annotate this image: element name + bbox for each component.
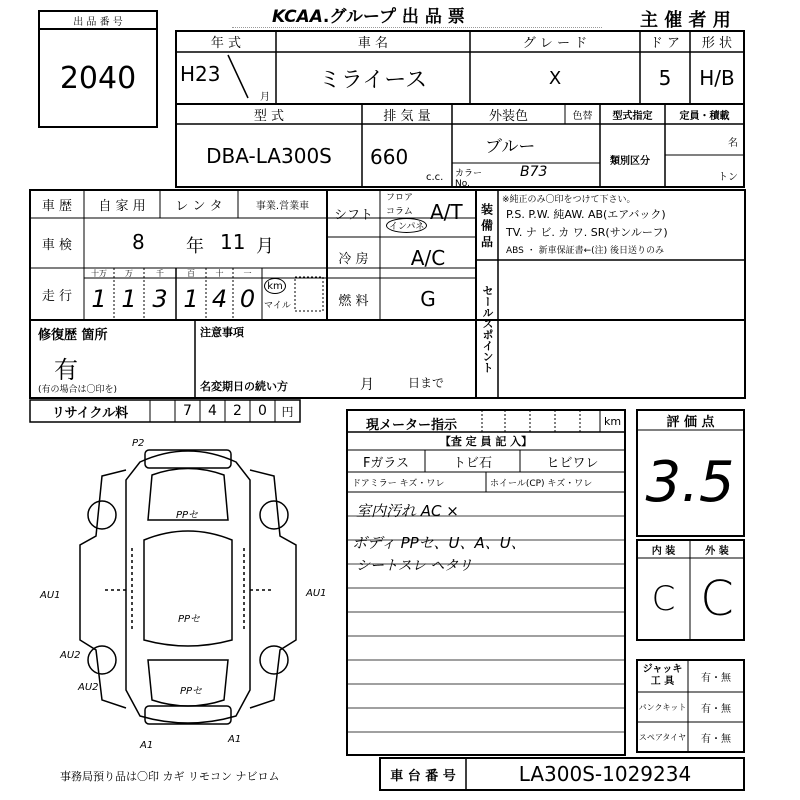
recycle-digit: 7: [183, 403, 192, 419]
damage-label: P2: [132, 438, 145, 449]
mileage-digit: 0: [239, 285, 256, 313]
color-no-label: カラー No.: [455, 169, 483, 189]
recycle-digit: 2: [233, 403, 242, 419]
mileage-digit: 1: [121, 285, 137, 313]
shift-column: コラム: [386, 207, 413, 217]
body-label: 形 状: [701, 36, 733, 51]
chassis-label: 車 台 番 号: [390, 768, 456, 784]
grade-value: X: [548, 67, 562, 89]
capacity-label: 定員・積載: [679, 110, 730, 122]
grade-label: グ レ ー ド: [522, 36, 588, 51]
recycle-label: リサイクル料: [51, 405, 129, 421]
meter-unit: km: [603, 414, 622, 428]
puncture-value: 有・無: [701, 703, 731, 715]
body-value: H/B: [699, 66, 735, 90]
deadline-day: 日まで: [408, 376, 445, 390]
chassis-value: LA300S-1029234: [518, 762, 692, 786]
mileage-digit: 1: [183, 285, 199, 313]
score-value: 3.5: [645, 449, 735, 515]
mileage-label: 走 行: [41, 288, 73, 304]
digit-header: 十万: [91, 269, 107, 278]
shaken-month-unit: 月: [256, 236, 274, 257]
repair-note: (有の場合は〇印を): [38, 385, 118, 395]
mileage-digit-headers: [84, 268, 262, 278]
office-note: 事務局預り品は〇印 カギ リモコン ナビロム: [60, 770, 280, 783]
exterior-label: 外 装: [705, 545, 729, 557]
shift-floor: フロア: [386, 193, 414, 203]
mile-label: マイル: [264, 301, 291, 311]
lot-number-value: 2040: [59, 60, 137, 96]
fuel-label: 燃 料: [338, 293, 369, 309]
organizer-label: 主 催 者 用: [640, 10, 731, 31]
km-label: km: [264, 278, 286, 294]
color-change-label: 色替: [572, 110, 593, 122]
windshield-label: Fガラス: [362, 455, 410, 471]
digit-header: 一: [243, 269, 252, 278]
notice-label: 注意事項: [200, 326, 244, 339]
title-text: .グループ 出 品 票: [322, 7, 465, 27]
recycle-digits: [150, 400, 275, 422]
damage-label: PPセ: [180, 686, 203, 697]
score-label: 評 価 点: [666, 414, 715, 430]
door-value: 5: [658, 66, 672, 90]
inspector-note-2: ボディ PPセ、U、A、U、: [352, 534, 526, 552]
recycle-unit: 円: [281, 404, 294, 419]
damage-label: AU2: [78, 682, 99, 693]
class-label: 類別区分: [610, 156, 650, 167]
shift-value: A/T: [430, 200, 463, 224]
damage-label: AU1: [306, 588, 327, 599]
displacement-value: 660: [370, 145, 409, 169]
wheel-label: ホイール(CP) キズ・ワレ: [490, 479, 593, 489]
mileage-digit: 3: [152, 285, 168, 313]
equipment-line1: P.S. P.W. 純AW. AB(エアバック): [506, 208, 666, 221]
displacement-label: 排 気 量: [383, 108, 431, 124]
meter-label: 現メーター指示: [366, 418, 458, 433]
door-label: ド ア: [649, 36, 681, 51]
damage-label: PPセ: [176, 510, 199, 521]
lot-number-label: 出 品 番 号: [40, 12, 156, 30]
capacity-unit-tons: トン: [718, 172, 738, 183]
inspector-note-1: 室内汚れ AC ×: [356, 502, 459, 520]
year-month-suffix: 月: [260, 92, 270, 103]
inspector-label: 【査 定 員 記 入】: [439, 435, 533, 448]
exterior-value: C: [700, 571, 734, 627]
shaken-label: 車 検: [41, 237, 73, 253]
ac-label: 冷 房: [338, 252, 369, 267]
spare-label: スペアタイヤ: [638, 732, 687, 742]
spare-value: 有・無: [701, 733, 731, 745]
fuel-value: G: [420, 287, 436, 311]
color-label: 外装色: [488, 108, 528, 124]
digit-header: 十: [215, 269, 224, 278]
stone-chip-label: トビ石: [452, 455, 492, 471]
mileage-digits: [84, 280, 262, 318]
equipment-line3: ABS ・ 新車保証書←(注) 後日送りのみ: [506, 246, 665, 256]
model-label: 車 名: [357, 36, 389, 51]
year-value: H23: [180, 62, 221, 86]
brand-logo: KCAA: [272, 7, 323, 27]
ac-value: A/C: [410, 245, 446, 270]
mileage-digit: 1: [91, 285, 107, 313]
spec-label: 型式指定: [612, 110, 653, 122]
damage-label: AU2: [60, 650, 81, 661]
jack-value: 有・無: [701, 672, 731, 684]
displacement-unit: c.c.: [426, 172, 444, 183]
mirror-label: ドアミラー キズ・ワレ: [352, 479, 445, 489]
type-label: 型 式: [253, 108, 285, 124]
recycle-digit: 4: [208, 403, 217, 419]
shift-inpane: インパネ: [386, 218, 427, 233]
deadline-label: 名変期日の続い方: [200, 380, 288, 393]
damage-label: A1: [228, 734, 242, 745]
history-private: 自 家 用: [98, 198, 146, 214]
sales-point-label: セールスポイント: [481, 285, 494, 373]
inspector-note-3: シートスレ ヘタリ: [356, 558, 473, 574]
digit-header: 千: [156, 269, 164, 278]
mileage-digit: 4: [211, 285, 228, 313]
damage-label: AU1: [40, 590, 61, 601]
shaken-month: 11: [220, 230, 246, 254]
digit-header: 百: [187, 269, 195, 278]
interior-value: C: [651, 579, 676, 619]
history-commercial: 事業.営業車: [255, 200, 310, 212]
jack-label: ジャッキ 工 具: [642, 664, 683, 687]
interior-label: 内 装: [651, 545, 676, 557]
repair-value: 有: [54, 356, 78, 384]
history-label: 車 歴: [41, 198, 73, 214]
history-rental: レ ン タ: [175, 198, 223, 214]
repair-label: 修復歴 箇所: [38, 328, 108, 343]
year-label: 年 式: [210, 36, 242, 51]
color-value: ブルー: [485, 137, 536, 157]
recycle-digit: 0: [258, 403, 267, 419]
damage-label: PPセ: [178, 614, 201, 625]
shift-label: シフト: [333, 208, 373, 223]
equipment-note: ※純正のみ〇印をつけて下さい。: [502, 195, 636, 205]
model-value: ミライース: [318, 67, 428, 93]
damage-label: A1: [140, 740, 154, 751]
equipment-label: 装 備 品: [479, 202, 494, 248]
shaken-year-unit: 年: [186, 236, 204, 257]
puncture-label: パンクキット: [638, 702, 687, 712]
type-value: DBA-LA300S: [206, 143, 332, 168]
shaken-year: 8: [132, 230, 145, 254]
deadline-month: 月: [360, 377, 374, 393]
equipment-line2: TV. ナ ビ. カ ワ. SR(サンルーフ): [506, 226, 668, 239]
color-no-value: B73: [520, 164, 548, 180]
crack-label: ヒビワレ: [546, 455, 599, 471]
capacity-unit-persons: 名: [728, 138, 738, 149]
digit-header: 万: [125, 269, 133, 278]
